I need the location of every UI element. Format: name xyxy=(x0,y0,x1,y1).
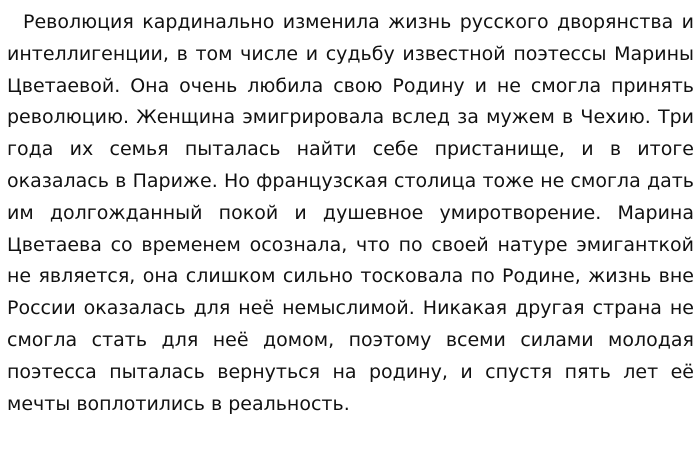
body-paragraph: Революция кардинально изменила жизнь русского дворянства и интеллигенции, в том числе и судьбу известной поэтессы Марины Цветаевой. Она очень любила свою Родину и не смогла принять революцию. Женщина эмигрировала вслед за мужем в Чехию. Три года их семья пыталась найти себе пристанище, и в итоге оказалась в Париже. Но французская столица тоже не смогла дать им долгожданный покой и душевное умиротворение. Марина Цветаева со временем осознала, что по своей натуре эмиганткой не является, она слишком сильно тосковала по Родине, жизнь вне России оказалась для неё немыслимой. Никакая другая страна не смогла стать для неё домом, поэтому всеми силами молодая поэтесса пыталась вернуться на родину, и спустя пять лет её мечты воплотились в реальность. xyxy=(7,11,694,415)
